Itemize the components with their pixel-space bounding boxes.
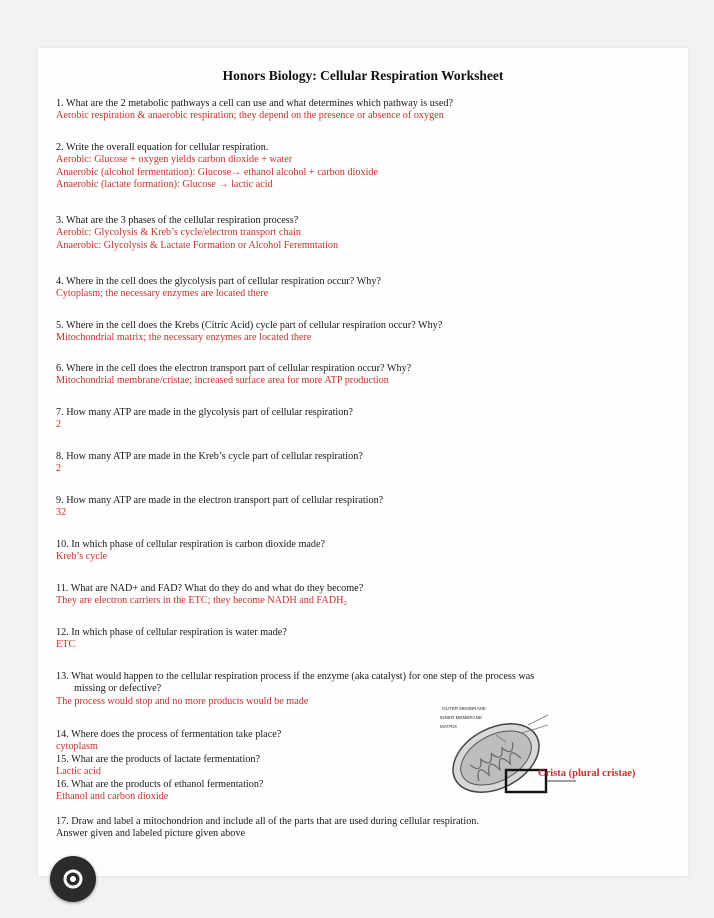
answer-text: cytoplasm — [56, 741, 98, 753]
question-text: 16. What are the products of ethanol fermentation? — [56, 778, 264, 790]
question-block-11 — [56, 583, 676, 608]
answer-text: Ethanol and carbon dioxide — [56, 791, 169, 803]
question-text: 12. In which phase of cellular respiration is water made? — [56, 627, 287, 638]
question-text: 13. What would happen to the cellular respiration process if the enzyme (aka catalyst) for one step of the process was — [56, 671, 535, 682]
worksheet-title: Honors Biology: Cellular Respiration Worksheet — [222, 68, 504, 83]
mitochondrion-diagram — [436, 700, 666, 810]
lens-icon — [60, 866, 86, 892]
question-text: 7. How many ATP are made in the glycolysis part of cellular respiration? — [56, 407, 353, 418]
answer-text: 2 — [56, 419, 62, 431]
question-text: 10. In which phase of cellular respiration is carbon dioxide made? — [56, 539, 326, 550]
question-text: 1. What are the 2 metabolic pathways a cell can use and what determines which pathway is used? — [56, 98, 453, 109]
question-text: 14. Where does the process of fermentation take place? — [56, 729, 282, 740]
question-block-4 — [56, 276, 676, 301]
question-block-9 — [56, 495, 676, 520]
diagram-label-matrix: MATRIX — [440, 724, 458, 729]
question-block-3 — [56, 215, 676, 252]
question-text: 5. Where in the cell does the Krebs (Citric Acid) cycle part of cellular respiration occur? Why? — [56, 320, 443, 331]
question-text: 4. Where in the cell does the glycolysis part of cellular respiration occur? Why? — [56, 276, 381, 287]
answer-text: Mitochondrial membrane/cristae; increased surface area for more ATP production — [56, 375, 389, 387]
question-text: 11. What are NAD+ and FAD? What do they do and what do they become? — [56, 583, 364, 594]
diagram-labels — [440, 704, 486, 731]
question-block-12 — [56, 627, 676, 652]
question-block-8 — [56, 451, 676, 476]
answer-text: They are electron carriers in the ETC; they become NADH and FADH₂ — [56, 595, 348, 607]
question-text: 3. What are the 3 phases of the cellular respiration process? — [56, 215, 299, 226]
answer-text: 2 — [56, 463, 62, 475]
question-block-6 — [56, 363, 676, 388]
answer-text: Anaerobic (lactate formation): Glucose → lactic acid — [56, 179, 273, 191]
question-text: 8. How many ATP are made in the Kreb’s cycle part of cellular respiration? — [56, 451, 363, 462]
question-block-5 — [56, 320, 676, 345]
question-text-continued: missing or defective? — [74, 683, 162, 695]
question-text: 15. What are the products of lactate fermentation? — [56, 753, 261, 765]
answer-text: Mitochondrial matrix; the necessary enzymes are located there — [56, 332, 312, 344]
answer-text: Aerobic respiration & anaerobic respiration; they depend on the presence or absence of oxygen — [56, 110, 444, 122]
answer-text: Kreb’s cycle — [56, 551, 108, 563]
question-block-1 — [56, 98, 676, 123]
answer-note: Answer given and labeled picture given above — [56, 828, 245, 840]
answer-text: 32 — [56, 507, 67, 519]
question-block-17 — [56, 816, 676, 841]
diagram-label-outer-membrane: OUTER MEMBRANE — [442, 706, 486, 711]
floating-action-button[interactable] — [50, 856, 96, 902]
diagram-label-inner-membrane: INNER MEMBRANE — [440, 715, 483, 720]
question-text: 9. How many ATP are made in the electron transport part of cellular respiration? — [56, 495, 384, 506]
question-text: 17. Draw and label a mitochondrion and include all of the parts that are used during cellular respiration. — [56, 816, 479, 827]
question-block-14 — [56, 729, 416, 803]
question-block-2 — [56, 142, 676, 192]
answer-text: Aerobic: Glucose + oxygen yields carbon dioxide + water — [56, 154, 293, 166]
answer-text: Aerobic: Glycolysis & Kreb’s cycle/electron transport chain — [56, 227, 301, 239]
answer-text: ETC — [56, 639, 76, 651]
answer-text: Anaerobic: Glycolysis & Lactate Formation or Alcohol Feremntation — [56, 239, 339, 251]
answer-text: Anaerobic (alcohol fermentation): Glucose→ ethanol alcohol + carbon dioxide — [56, 166, 379, 178]
question-text: 2. Write the overall equation for cellular respiration. — [56, 142, 269, 153]
answer-text: Cytoplasm; the necessary enzymes are located there — [56, 288, 269, 300]
question-block-10 — [56, 539, 676, 564]
answer-text: Lactic acid — [56, 766, 101, 778]
worksheet-page — [38, 48, 688, 876]
question-text: 6. Where in the cell does the electron transport part of cellular respiration occur? Why? — [56, 363, 412, 374]
crista-label: Crista (plural cristae) — [538, 768, 636, 779]
question-block-7 — [56, 407, 676, 432]
answer-text: The process would stop and no more products would be made — [56, 695, 309, 707]
